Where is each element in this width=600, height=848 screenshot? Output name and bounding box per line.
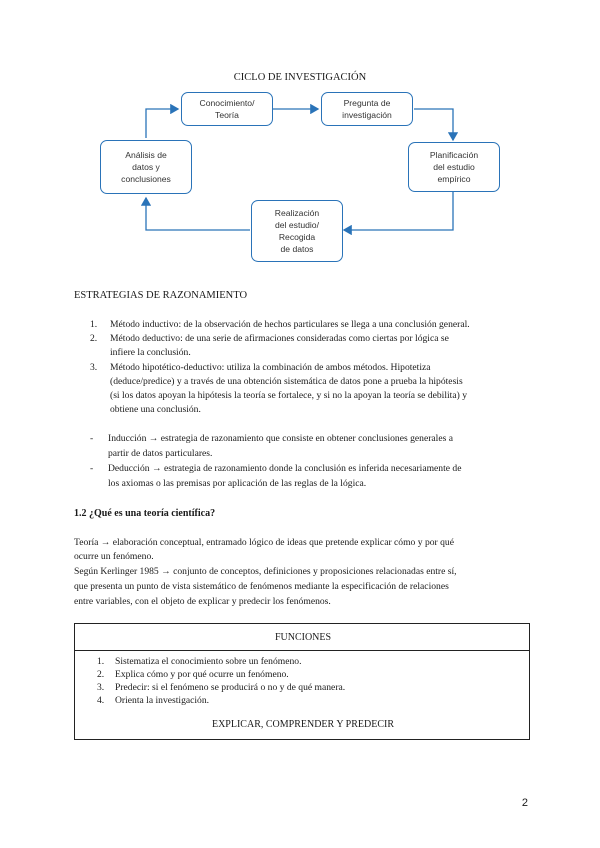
kerlinger-paragraph-line: entre variables, con el objeto de explicar y predecir los fenómenos. <box>74 596 331 607</box>
function-item: Predecir: si el fenómeno se producirá o no y de qué manera. <box>115 682 346 693</box>
strategies-heading: ESTRATEGIAS DE RAZONAMIENTO <box>74 290 248 301</box>
node-analisis: Análisis de datos y conclusiones <box>100 140 192 194</box>
list-item: Método hipotético-deductivo: utiliza la combinación de ambos métodos. Hipotetiza <box>110 362 431 373</box>
functions-divider <box>75 650 529 651</box>
bullet-item: partir de datos particulares. <box>108 448 213 459</box>
function-item: Orienta la investigación. <box>115 695 210 706</box>
node-pregunta: Pregunta de investigación <box>321 92 413 126</box>
bullet-dash: - <box>90 463 94 474</box>
functions-title: FUNCIONES <box>274 632 332 643</box>
function-number: 4. <box>97 695 105 706</box>
list-item: Método inductivo: de la observación de hechos particulares se llega a una conclusión general. <box>110 319 470 330</box>
function-item: Explica cómo y por qué ocurre un fenómeno. <box>115 669 289 680</box>
list-number: 1. <box>90 319 98 330</box>
page-number: 2 <box>521 797 528 809</box>
list-item: (si los datos apoyan la hipótesis la teoría se fortalece, y si no la apoyan la teoría se debilita) y <box>110 390 467 401</box>
arrow-realizacion-analisis <box>146 198 250 230</box>
functions-footer: EXPLICAR, COMPRENDER Y PREDECIR <box>211 719 395 730</box>
cycle-title: CICLO DE INVESTIGACIÓN <box>233 72 367 83</box>
function-item: Sistematiza el conocimiento sobre un fenómeno. <box>115 656 302 667</box>
arrow-analisis-conocimiento <box>146 109 178 138</box>
list-number: 2. <box>90 333 98 344</box>
list-item: obtiene una conclusión. <box>110 404 201 415</box>
list-item: infiere la conclusión. <box>110 347 191 358</box>
kerlinger-paragraph-line: que presenta un punto de vista sistemático de fenómenos mediante la especificación de relaciones <box>74 581 449 592</box>
section-heading-theory: 1.2 ¿Qué es una teoría científica? <box>74 508 216 519</box>
theory-paragraph-line: Teoría → elaboración conceptual, entramado lógico de ideas que pretende explicar cómo y por qué <box>74 537 454 548</box>
bullet-dash: - <box>90 433 94 444</box>
node-realizacion: Realización del estudio/ Recogida de datos <box>251 200 343 262</box>
bullet-item: Inducción → estrategia de razonamiento que consiste en obtener conclusiones generales a <box>108 433 453 444</box>
node-conocimiento: Conocimiento/ Teoría <box>181 92 273 126</box>
functions-box <box>74 623 530 740</box>
function-number: 1. <box>97 656 105 667</box>
kerlinger-paragraph-line: Según Kerlinger 1985 → conjunto de conceptos, definiciones y proposiciones relacionadas entre sí, <box>74 566 457 577</box>
node-planificacion: Planificación del estudio empírico <box>408 142 500 192</box>
list-number: 3. <box>90 362 98 373</box>
list-item: Método deductivo: de una serie de afirmaciones consideradas como ciertas por lógica se <box>110 333 449 344</box>
function-number: 2. <box>97 669 105 680</box>
function-number: 3. <box>97 682 105 693</box>
bullet-item: los axiomas o las premisas por aplicación de las reglas de la lógica. <box>108 478 367 489</box>
theory-paragraph-line: ocurre un fenómeno. <box>74 551 154 562</box>
arrow-pregunta-planificacion <box>414 109 453 140</box>
bullet-item: Deducción → estrategia de razonamiento donde la conclusión es inferida necesariamente de <box>108 463 462 474</box>
arrow-planificacion-realizacion <box>344 192 453 230</box>
list-item: (deduce/predice) y a través de una obtención sistemática de datos pone a prueba la hipótesis <box>110 376 463 387</box>
